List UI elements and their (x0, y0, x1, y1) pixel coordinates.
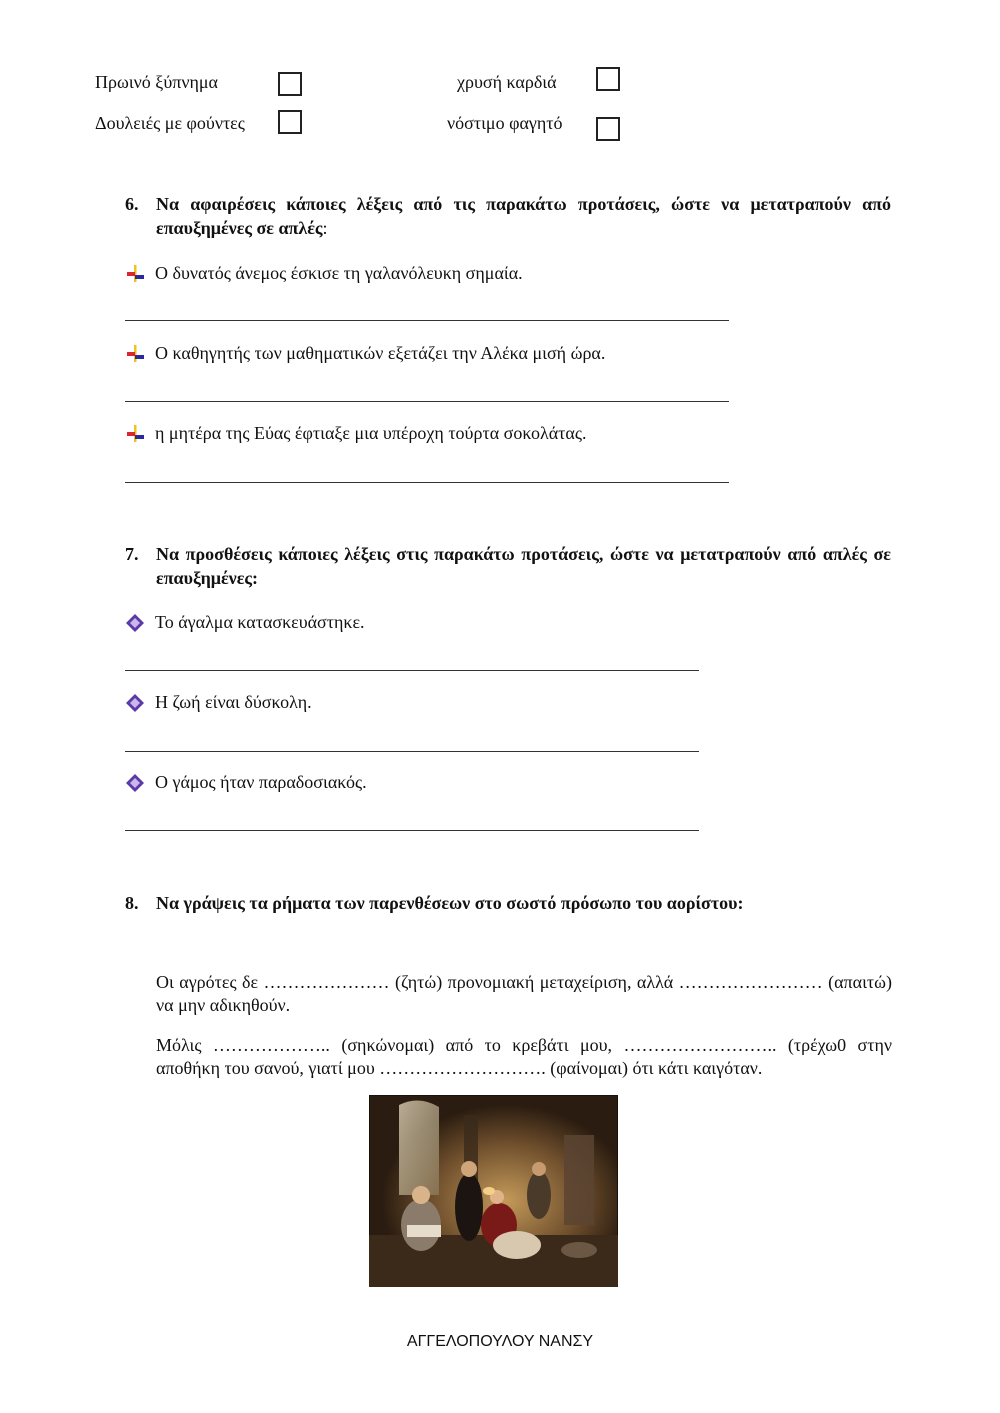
answer-line[interactable] (125, 482, 729, 483)
diamond-bullet-icon (125, 613, 145, 633)
answer-line[interactable] (125, 320, 729, 321)
option-label-morning: Πρωινό ξύπνημα (95, 72, 218, 92)
sentence-text: Το άγαλμα κατασκευάστηκε. (155, 612, 365, 632)
q6-sentence-1 (125, 262, 523, 284)
question-number: 8. (125, 893, 139, 913)
q7-sentence-1 (125, 611, 365, 633)
sentence-text: Ο γάμος ήταν παραδοσιακός. (155, 772, 367, 792)
flag-bullet-icon (125, 344, 145, 364)
diamond-bullet-icon (125, 773, 145, 793)
option-checkbox-golden-heart[interactable] (596, 67, 620, 91)
option-label-chores: Δουλειές με φούντες (95, 113, 245, 133)
question-title-tail: : (322, 218, 328, 238)
answer-line[interactable] (125, 830, 699, 831)
sentence-text: Η ζωή είναι δύσκολη. (155, 692, 312, 712)
q6-sentence-3 (125, 422, 586, 444)
sentence-text: Ο καθηγητής των μαθηματικών εξετάζει την Αλέκα μισή ώρα. (155, 343, 606, 363)
question-title: Να αφαιρέσεις κάποιες λέξεις από τις παρακάτω προτάσεις, ώστε να μετατραπούν από επαυξημένες σε απλές (156, 194, 891, 238)
footer-author: ΑΓΓΕΛΟΠΟΥΛΟΥ ΝΑΝΣΥ (406, 1333, 594, 1350)
flag-bullet-icon (125, 424, 145, 444)
q7-sentence-3 (125, 771, 367, 793)
question-number: 7. (125, 544, 139, 564)
option-label-tasty-food: νόστιμο φαγητό (447, 113, 563, 133)
painting-illustration (369, 1095, 618, 1287)
diamond-bullet-icon (125, 693, 145, 713)
option-checkbox-chores[interactable] (278, 110, 302, 134)
q8-paragraph-1: Οι αγρότες δε ………………… (ζητώ) προνομιακή μεταχείριση, αλλά …………………… (απαιτώ) να μην αδικηθούν. (156, 972, 892, 1015)
question-number: 6. (125, 194, 139, 214)
answer-line[interactable] (125, 751, 699, 752)
question-7-heading (125, 542, 891, 590)
q8-paragraph-2: Μόλις ……………….. (σηκώνομαι) από το κρεβάτι μου, …………………….. (τρέχω0 στην αποθήκη του σανού, γιατί μου ………………………. (φαίνομαι) ότι κάτι καιγόταν. (156, 1035, 892, 1078)
sentence-text: Ο δυνατός άνεμος έσκισε τη γαλανόλευκη σημαία. (155, 263, 523, 283)
question-8-heading (125, 891, 891, 915)
sentence-text: η μητέρα της Εύας έφτιαξε μια υπέροχη τούρτα σοκολάτας. (155, 423, 587, 443)
option-label-golden-heart: χρυσή καρδιά (457, 72, 557, 92)
option-checkbox-tasty-food[interactable] (596, 117, 620, 141)
question-6-heading (125, 192, 891, 240)
question-title: Να γράψεις τα ρήματα των παρενθέσεων στο σωστό πρόσωπο του αορίστου: (156, 893, 744, 913)
option-checkbox-morning[interactable] (278, 72, 302, 96)
flag-bullet-icon (125, 264, 145, 284)
q6-sentence-2 (125, 342, 605, 364)
answer-line[interactable] (125, 401, 729, 402)
question-title: Να προσθέσεις κάποιες λέξεις στις παρακάτω προτάσεις, ώστε να μετατραπούν από απλές σε επαυξημένες: (156, 544, 891, 588)
q7-sentence-2 (125, 691, 312, 713)
answer-line[interactable] (125, 670, 699, 671)
